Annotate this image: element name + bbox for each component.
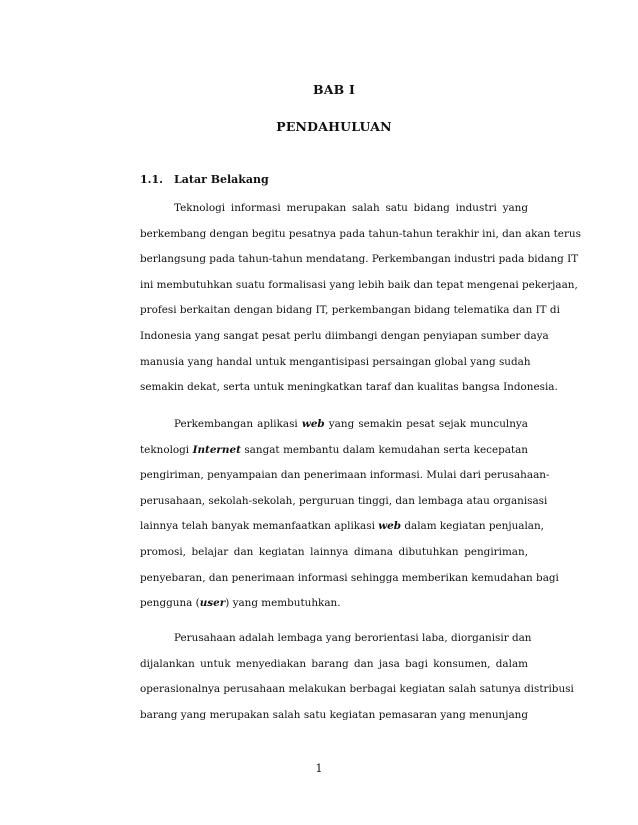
term-internet: Internet	[192, 443, 241, 456]
chapter-number: BAB I	[312, 82, 356, 97]
paragraph-line: promosi, belajar dan kegiatan lainnya dimana dibutuhkan pengiriman,	[140, 545, 528, 558]
paragraph-line: Teknologi informasi merupakan salah satu bidang industri yang	[174, 202, 528, 214]
term-web: web	[378, 520, 402, 533]
paragraph-line: berlangsung pada tahun-tahun mendatang. Perkembangan industri pada bidang IT	[140, 253, 579, 266]
paragraph-line: perusahaan, sekolah-sekolah, perguruan tinggi, dan lembaga atau organisasi	[140, 494, 548, 507]
term-user: user	[199, 597, 226, 610]
paragraph-line: pengguna (user) yang membutuhkan.	[140, 597, 341, 610]
paragraph-line: operasionalnya perusahaan melakukan berbagai kegiatan salah satunya distribusi	[140, 683, 574, 696]
paragraph-line: berkembang dengan begitu pesatnya pada tahun-tahun terakhir ini, dan akan terus	[140, 227, 581, 240]
paragraph-line: Indonesia yang sangat pesat perlu diimbangi dengan penyiapan sumber daya	[140, 329, 549, 342]
paragraph-1	[140, 196, 581, 401]
term-web: web	[301, 418, 325, 430]
paragraph-3	[140, 626, 574, 728]
paragraph-line: Perkembangan aplikasi web yang semakin pesat sejak munculnya	[174, 418, 528, 430]
paragraph-2	[140, 412, 559, 617]
paragraph-line: pengiriman, penyampaian dan penerimaan informasi. Mulai dari perusahaan-	[140, 469, 550, 482]
paragraph-line: manusia yang handal untuk mengantisipasi persaingan global yang sudah	[140, 355, 531, 368]
paragraph-line: barang yang merupakan salah satu kegiatan pemasaran yang menunjang	[140, 708, 528, 721]
paragraph-line: Perusahaan adalah lembaga yang berorientasi laba, diorganisir dan	[174, 632, 532, 644]
paragraph-line: semakin dekat, serta untuk meningkatkan taraf dan kualitas bangsa Indonesia.	[140, 381, 558, 394]
paragraph-line: dijalankan untuk menyediakan barang dan jasa bagi konsumen, dalam	[140, 657, 528, 670]
section-number: 1.1.	[140, 173, 163, 186]
paragraph-line: teknologi Internet sangat membantu dalam kemudahan serta kecepatan	[140, 443, 528, 456]
paragraph-line: ini membutuhkan suatu formalisasi yang lebih baik dan tepat mengenai pekerjaan,	[140, 278, 578, 291]
paragraph-line: profesi berkaitan dengan bidang IT, perkembangan bidang telematika dan IT di	[140, 304, 560, 317]
section-title: Latar Belakang	[174, 173, 269, 186]
chapter-title: PENDAHULUAN	[276, 119, 392, 134]
section-heading	[140, 173, 269, 186]
paragraph-line: penyebaran, dan penerimaan informasi sehingga memberikan kemudahan bagi	[140, 571, 559, 584]
page-number: 1	[315, 762, 323, 775]
paragraph-line: lainnya telah banyak memanfaatkan aplikasi web dalam kegiatan penjualan,	[140, 520, 544, 533]
